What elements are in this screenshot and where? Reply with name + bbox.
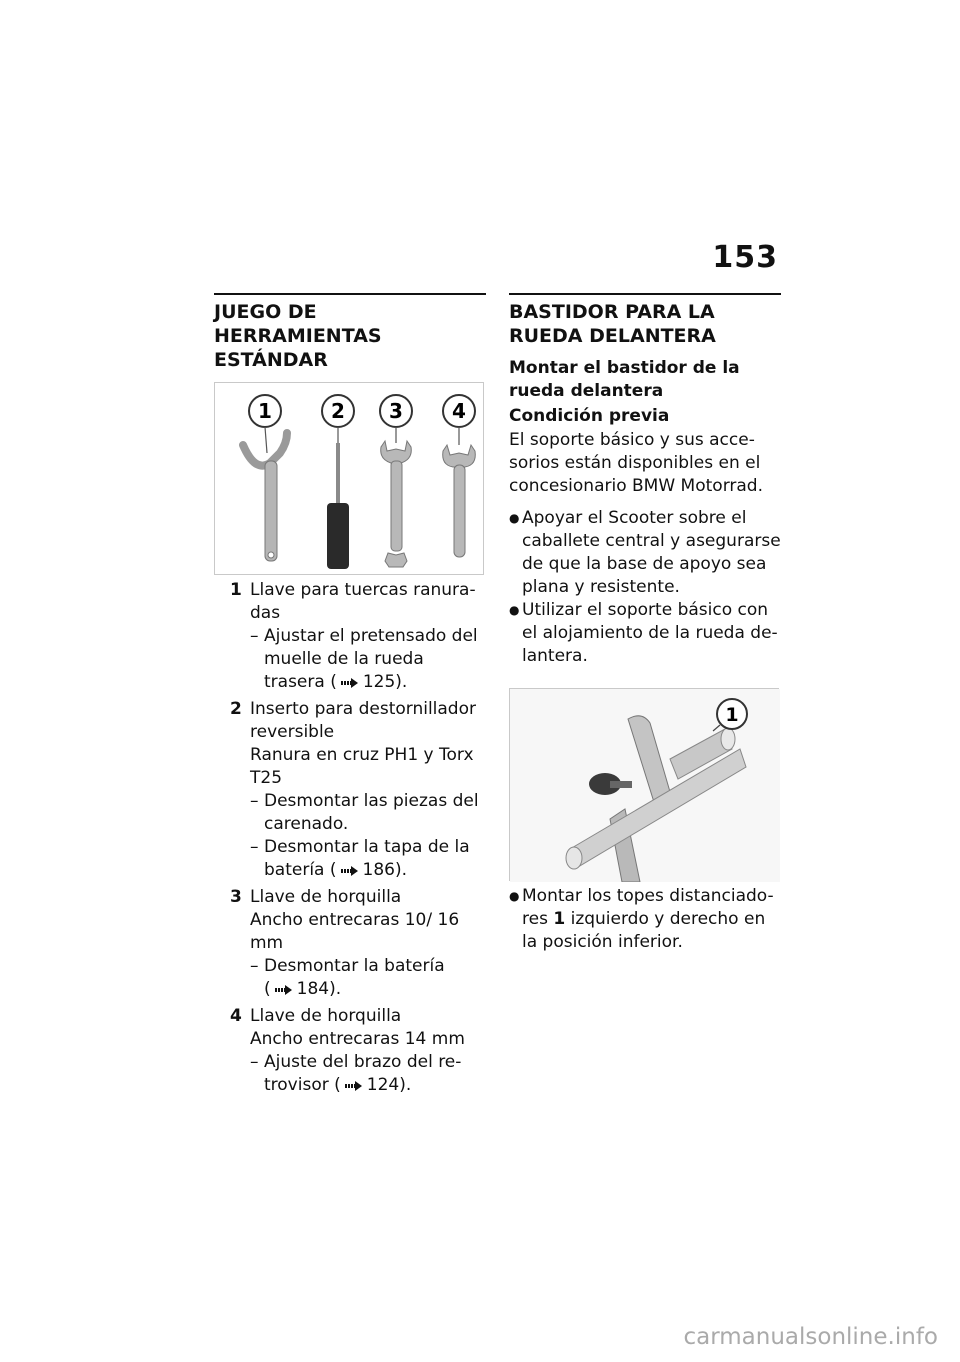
bullet-icon: ● — [509, 511, 520, 525]
front-stand-figure — [509, 688, 779, 881]
callout-3: 3 — [389, 399, 403, 423]
page-reference[interactable]: ( 186). — [329, 860, 407, 880]
tool-spec: Ancho entrecaras 14 mm — [250, 1029, 465, 1049]
callout-1: 1 — [725, 704, 739, 726]
tool-item-2 — [214, 698, 486, 882]
tools-figure — [214, 382, 484, 575]
single-open-wrench-icon — [443, 445, 476, 557]
instruction-list-2 — [509, 885, 781, 954]
right-column — [509, 293, 781, 954]
screwdriver-icon — [327, 443, 349, 569]
page-reference[interactable]: ( 184). — [264, 979, 342, 999]
section-title-tools: JUEGO DE HERRAMIENTAS ESTÁNDAR — [214, 293, 486, 372]
callout-2: 2 — [331, 399, 345, 423]
tool-description: Llave para tuercas ranura-das — [250, 580, 476, 623]
tool-spec: Ancho entrecaras 10/ 16 mm — [250, 910, 460, 953]
tool-description: Llave de horquilla — [250, 887, 402, 907]
tool-usage: – Desmontar las piezas del carenado. — [250, 791, 479, 834]
bullet-icon: ● — [509, 889, 520, 903]
instruction-item: ● Montar los topes distanciado-res 1 izquierdo y derecho en la posición inferior. — [509, 886, 774, 952]
procedure-title: Montar el bastidor de la rueda delantera — [509, 358, 740, 401]
hook-spanner-icon — [243, 433, 287, 561]
watermark: carmanualsonline.info — [683, 1324, 938, 1350]
tool-description: Inserto para destornillador reversible — [250, 699, 476, 742]
tool-usage: – Desmontar la tapa de la batería ( 186). — [250, 837, 470, 880]
left-column — [214, 293, 486, 1097]
reference-arrow-icon — [341, 678, 359, 688]
callout-4: 4 — [452, 399, 466, 423]
bullet-icon: ● — [509, 603, 520, 617]
tool-usage: – Ajustar el pretensado del muelle de la rueda trasera ( 125). — [250, 626, 478, 692]
section-title-front-stand: BASTIDOR PARA LA RUEDA DELANTERA — [509, 293, 781, 348]
reference-arrow-icon — [275, 985, 293, 995]
tool-usage: – Ajuste del brazo del re-trovisor ( 124). — [250, 1052, 462, 1095]
precondition-text: El soporte básico y sus acce-sorios están disponibles en el concesionario BMW Motorrad. — [509, 430, 763, 496]
tool-number: 2 — [230, 699, 242, 719]
tool-number: 4 — [230, 1006, 242, 1026]
tool-item-3 — [214, 886, 486, 1001]
page-reference[interactable]: ( 125). — [330, 672, 408, 692]
page-reference[interactable]: ( 124). — [334, 1075, 412, 1095]
page-number: 153 — [712, 240, 778, 275]
reference-arrow-icon — [345, 1081, 363, 1091]
open-end-wrench-icon — [381, 441, 412, 567]
tool-description: Llave de horquilla — [250, 1006, 402, 1026]
tool-spec: Ranura en cruz PH1 y Torx T25 — [250, 745, 474, 788]
precondition-title: Condición previa — [509, 406, 670, 426]
tool-number: 1 — [230, 580, 242, 600]
tool-usage: – Desmontar la batería ( 184). — [250, 956, 445, 999]
callout-1: 1 — [258, 399, 272, 423]
tool-number: 3 — [230, 887, 242, 907]
instruction-list — [509, 507, 781, 668]
front-stand-illustration — [510, 689, 780, 882]
instruction-item: ● Apoyar el Scooter sobre el caballete central y asegurarse de que la base de apoyo sea plana y resistente. — [509, 508, 781, 597]
instruction-item: ● Utilizar el soporte básico con el alojamiento de la rueda de-lantera. — [509, 600, 778, 666]
tool-item-1 — [214, 579, 486, 694]
callout-reference: 1 — [553, 909, 566, 929]
tool-item-4 — [214, 1005, 486, 1097]
tools-illustration — [215, 383, 485, 576]
reference-arrow-icon — [341, 866, 359, 876]
